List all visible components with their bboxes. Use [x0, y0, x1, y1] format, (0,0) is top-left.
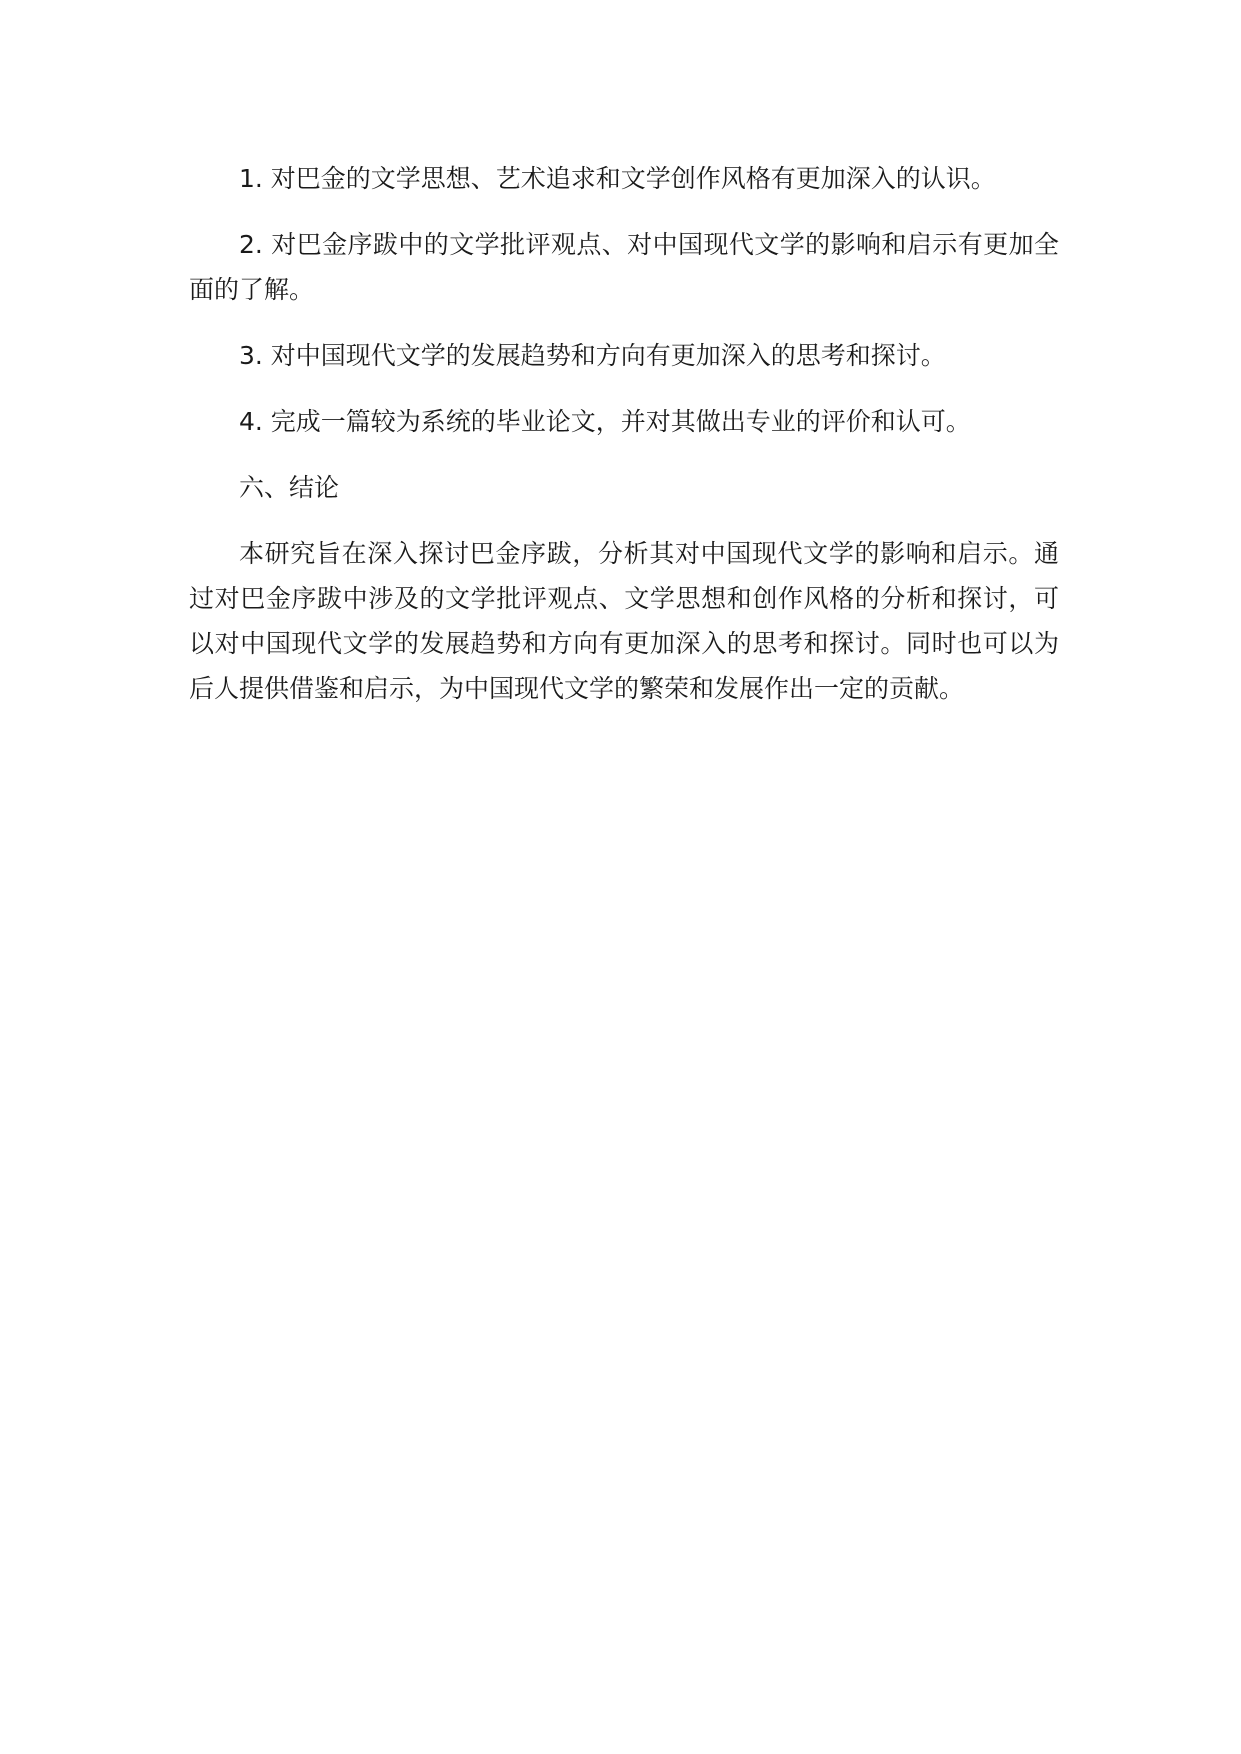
section-heading-conclusion: 六、结论	[239, 473, 340, 502]
expected-outcome-item-3: 3. 对中国现代文学的发展趋势和方向有更加深入的思考和探讨。	[239, 341, 946, 370]
conclusion-paragraph: 本研究旨在深入探讨巴金序跋，分析其对中国现代文学的影响和启示。通过对巴金序跋中涉及的文学批评观点、文学思想和创作风格的分析和探讨，可以对中国现代文学的发展趋势和方向有更加深入的思考和探讨。同时也可以为后人提供借鉴和启示，为中国现代文学的繁荣和发展作出一定的贡献。	[189, 539, 1059, 703]
document-body	[189, 156, 1059, 711]
expected-outcome-item-1: 1. 对巴金的文学思想、艺术追求和文学创作风格有更加深入的认识。	[239, 164, 996, 193]
expected-outcome-item-4: 4. 完成一篇较为系统的毕业论文，并对其做出专业的评价和认可。	[239, 407, 971, 436]
expected-outcome-item-2: 2. 对巴金序跋中的文学批评观点、对中国现代文学的影响和启示有更加全面的了解。	[189, 230, 1059, 304]
